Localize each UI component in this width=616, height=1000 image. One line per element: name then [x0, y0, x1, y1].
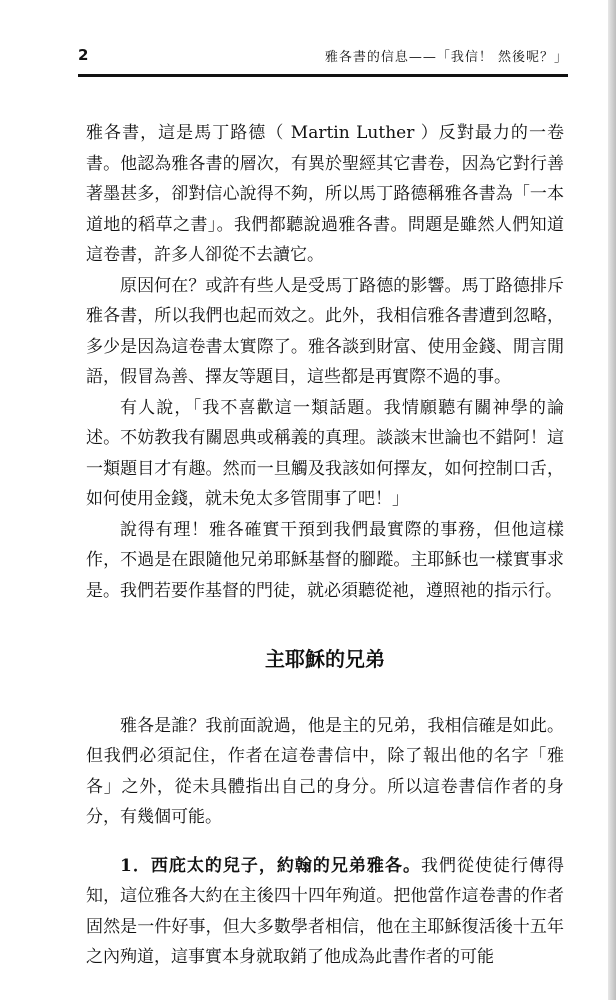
section-title: 主耶穌的兄弟: [265, 647, 385, 671]
section-paragraph: 雅各是誰？我前面說過，他是主的兄弟，我相信確是如此。但我們必須記住，作者在這卷書信中，除了報出他的名字「雅各」之外，從未具體指出自己的身分。所以這卷書信作者的身分，有幾個可能。: [86, 715, 564, 827]
point-1-text: 我們從使徒行傳得知，這位雅各大約在主後四十四年殉道。把他當作這卷書的作者固然是一件好事，但大多數學者相信，他在主耶穌復活後十五年之內殉道，這事實本身就取銷了他成為此書作者的可能: [86, 855, 565, 967]
running-header: [78, 44, 568, 74]
running-title: 雅各書的信息——「我信！ 然後呢？」: [324, 50, 568, 65]
page-number: 2: [78, 46, 89, 64]
header-rule: [78, 74, 568, 77]
page-edge-shadow: [608, 0, 616, 1000]
point-1-paragraph: [86, 851, 564, 973]
paragraph-4: 說得有理！雅各確實干預到我們最實際的事務，但他這樣作，不過是在跟隨他兄弟耶穌基督的腳蹤。主耶穌也一樣實事求是。我們若要作基督的門徒，就必須聽從祂，遵照祂的指示行。: [86, 519, 564, 601]
paragraph-3: 有人說，「我不喜歡這一類話題。我情願聽有關神學的論述。不妨教我有關恩典或稱義的真理。談談末世論也不錯阿！這一類題目才有趣。然而一旦觸及我該如何擇友，如何控制口舌，如何使用金錢，就未免太多管閒事了吧！」: [86, 397, 564, 509]
paragraph-gap: [86, 833, 564, 851]
body-text: [86, 118, 564, 973]
point-1-lead: 1．西庇太的兒子，約翰的兄弟雅各。: [120, 855, 421, 876]
paragraph-2: 原因何在？或許有些人是受馬丁路德的影響。馬丁路德排斥雅各書，所以我們也起而效之。此外，我相信雅各書遭到忽略，多少是因為這卷書太實際了。雅各談到財富、使用金錢、閒言閒語，假冒為善、擇友等題目，這些都是再實際不過的事。: [86, 275, 564, 387]
paragraph-1: 雅各書，這是馬丁路德（ Martin Luther ）反對最力的一卷書。他認為雅各書的層次，有異於聖經其它書卷，因為它對行善著墨甚多，卻對信心說得不夠，所以馬丁路德稱雅各書為「一本道地的稻草之書」。我們都聽說過雅各書。問題是雖然人們知道這卷書，許多人卻從不去讀它。: [86, 123, 564, 265]
